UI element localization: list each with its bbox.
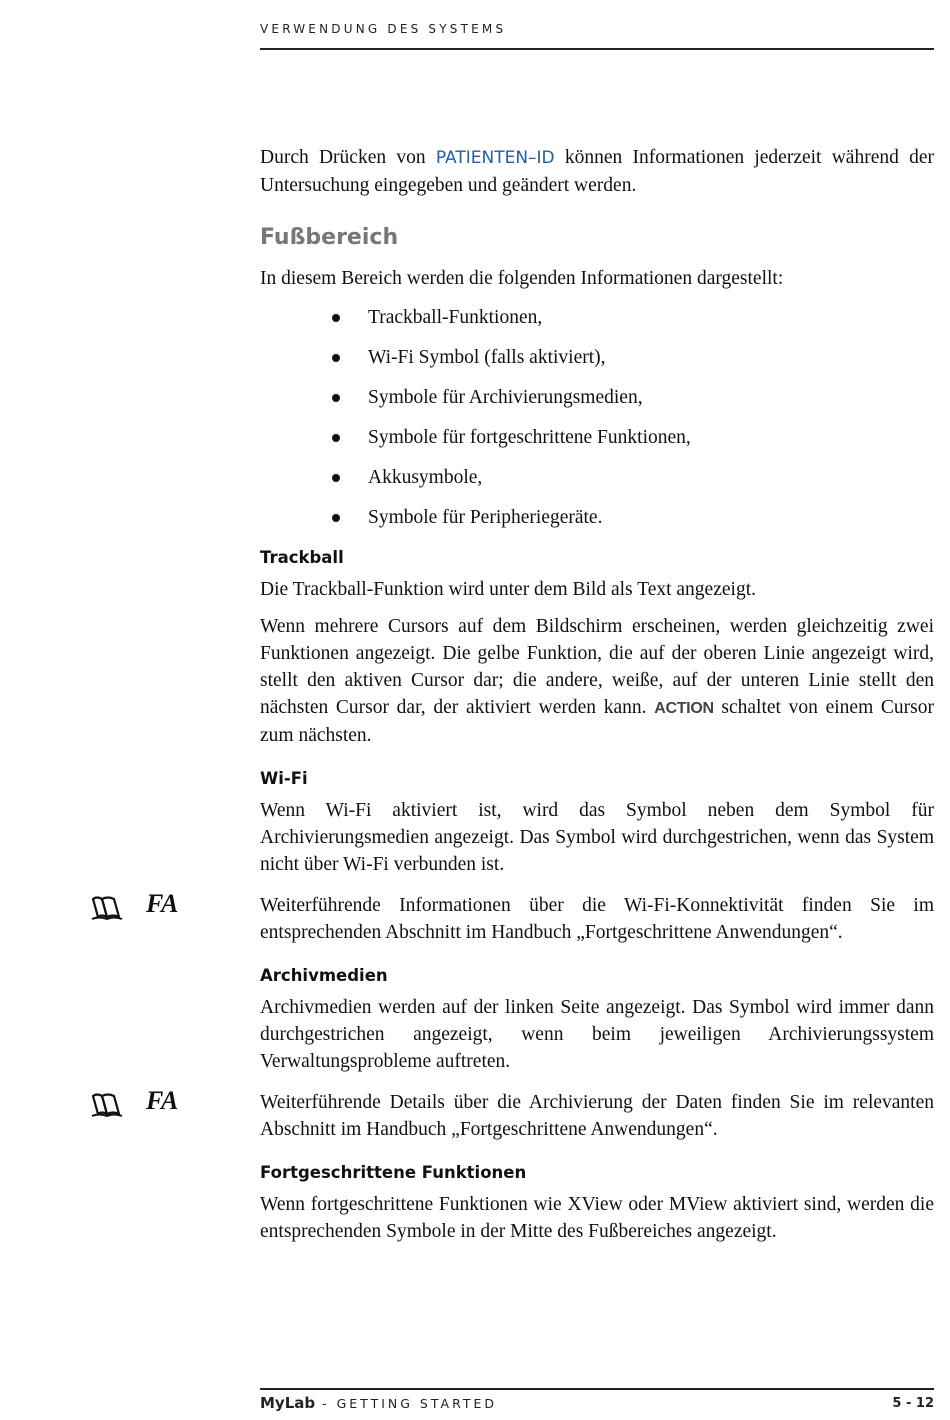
list-item [330, 298, 934, 338]
patient-id-keyword: PATIENTEN–ID [435, 148, 555, 168]
advanced-title: Fortgeschrittene Funktionen [260, 1163, 527, 1182]
fa-label: FA [146, 1086, 179, 1115]
trackball-paragraph-2-tail: schaltet von einem Cursor zum nächsten. [260, 697, 935, 746]
page-number: 5 - 12 [892, 1396, 934, 1411]
wifi-title: Wi-Fi [260, 769, 308, 788]
fa-label: FA [146, 889, 179, 918]
section-lead: In diesem Bereich werden die folgenden Informationen dargestellt: [260, 268, 784, 289]
bullet-icon [332, 314, 340, 322]
header-title: VERWENDUNG DES SYSTEMS [260, 22, 507, 36]
wifi-note-marker [90, 889, 200, 922]
archiv-note-marker [90, 1086, 200, 1119]
book-icon [90, 1092, 124, 1118]
page-footer [260, 1388, 934, 1416]
bullet-icon [332, 514, 340, 522]
archiv-note-text: Weiterführende Details über die Archivierung der Daten finden Sie im relevanten Abschnitt im Handbuch „Fortgeschrittene Anwendungen“. [260, 1092, 934, 1140]
intro-text-after: können Informationen jederzeit während der Untersuchung eingegeben und geändert werden. [260, 147, 934, 196]
intro-paragraph [260, 144, 934, 199]
list-item-text: Symbole für Peripheriegeräte. [368, 507, 603, 528]
trackball-paragraph-2-text: Wenn mehrere Cursors auf dem Bildschirm erscheinen, werden gleichzeitig zwei Funktionen angezeigt. Die gelbe Funktion, die auf der oberen Linie angezeigt wird, stellt den aktiven Cursor dar; die andere, weiße, auf der unteren Linie stellt den nächsten Cursor dar, der aktiviert werden kann. [260, 616, 934, 718]
list-item-text: Trackball-Funktionen, [368, 307, 543, 328]
list-item-text: Symbole für fortgeschrittene Funktionen, [368, 427, 691, 448]
trackball-paragraph-2 [260, 613, 934, 749]
archiv-paragraph: Archivmedien werden auf der linken Seite angezeigt. Das Symbol wird immer dann durchgestrichen angezeigt, wenn beim jeweiligen Archivierungssystem Verwaltungsprobleme auftreten. [260, 997, 934, 1072]
section-title: Fußbereich [260, 225, 399, 250]
action-keyword: ACTION [654, 700, 714, 717]
footer-subtitle: - GETTING STARTED [315, 1396, 497, 1411]
list-item-text: Wi-Fi Symbol (falls aktiviert), [368, 347, 606, 368]
wifi-note-text: Weiterführende Informationen über die Wi-Fi-Konnektivität finden Sie im entsprechenden Abschnitt im Handbuch „Fortgeschrittene Anwendungen“. [260, 895, 934, 943]
list-item [330, 338, 934, 378]
archiv-title: Archivmedien [260, 966, 388, 985]
list-item [330, 418, 934, 458]
wifi-note [146, 889, 934, 946]
page-content [146, 144, 935, 1245]
bullet-icon [332, 434, 340, 442]
list-item [330, 498, 934, 538]
wifi-paragraph: Wenn Wi-Fi aktiviert ist, wird das Symbol neben dem Symbol für Archivierungsmedien angezeigt. Das Symbol wird durchgestrichen, wenn das System nicht über Wi-Fi verbunden ist. [260, 800, 934, 875]
list-item [330, 458, 934, 498]
footer-info-list [260, 298, 934, 538]
book-icon [90, 895, 124, 921]
footer-left [260, 1394, 497, 1412]
list-item-text: Symbole für Archivierungsmedien, [368, 387, 643, 408]
footer-brand: MyLab [260, 1394, 316, 1412]
advanced-paragraph: Wenn fortgeschrittene Funktionen wie XView oder MView aktiviert sind, werden die entsprechenden Symbole in der Mitte des Fußbereiches angezeigt. [260, 1194, 934, 1242]
list-item [330, 378, 934, 418]
trackball-paragraph-1: Die Trackball-Funktion wird unter dem Bild als Text angezeigt. [260, 579, 756, 600]
intro-text-before: Durch Drücken von [260, 147, 436, 168]
page-header [260, 20, 934, 50]
bullet-icon [332, 354, 340, 362]
archiv-note [146, 1086, 934, 1143]
bullet-icon [332, 394, 340, 402]
bullet-icon [332, 474, 340, 482]
list-item-text: Akkusymbole, [368, 467, 483, 488]
trackball-title: Trackball [260, 548, 344, 567]
